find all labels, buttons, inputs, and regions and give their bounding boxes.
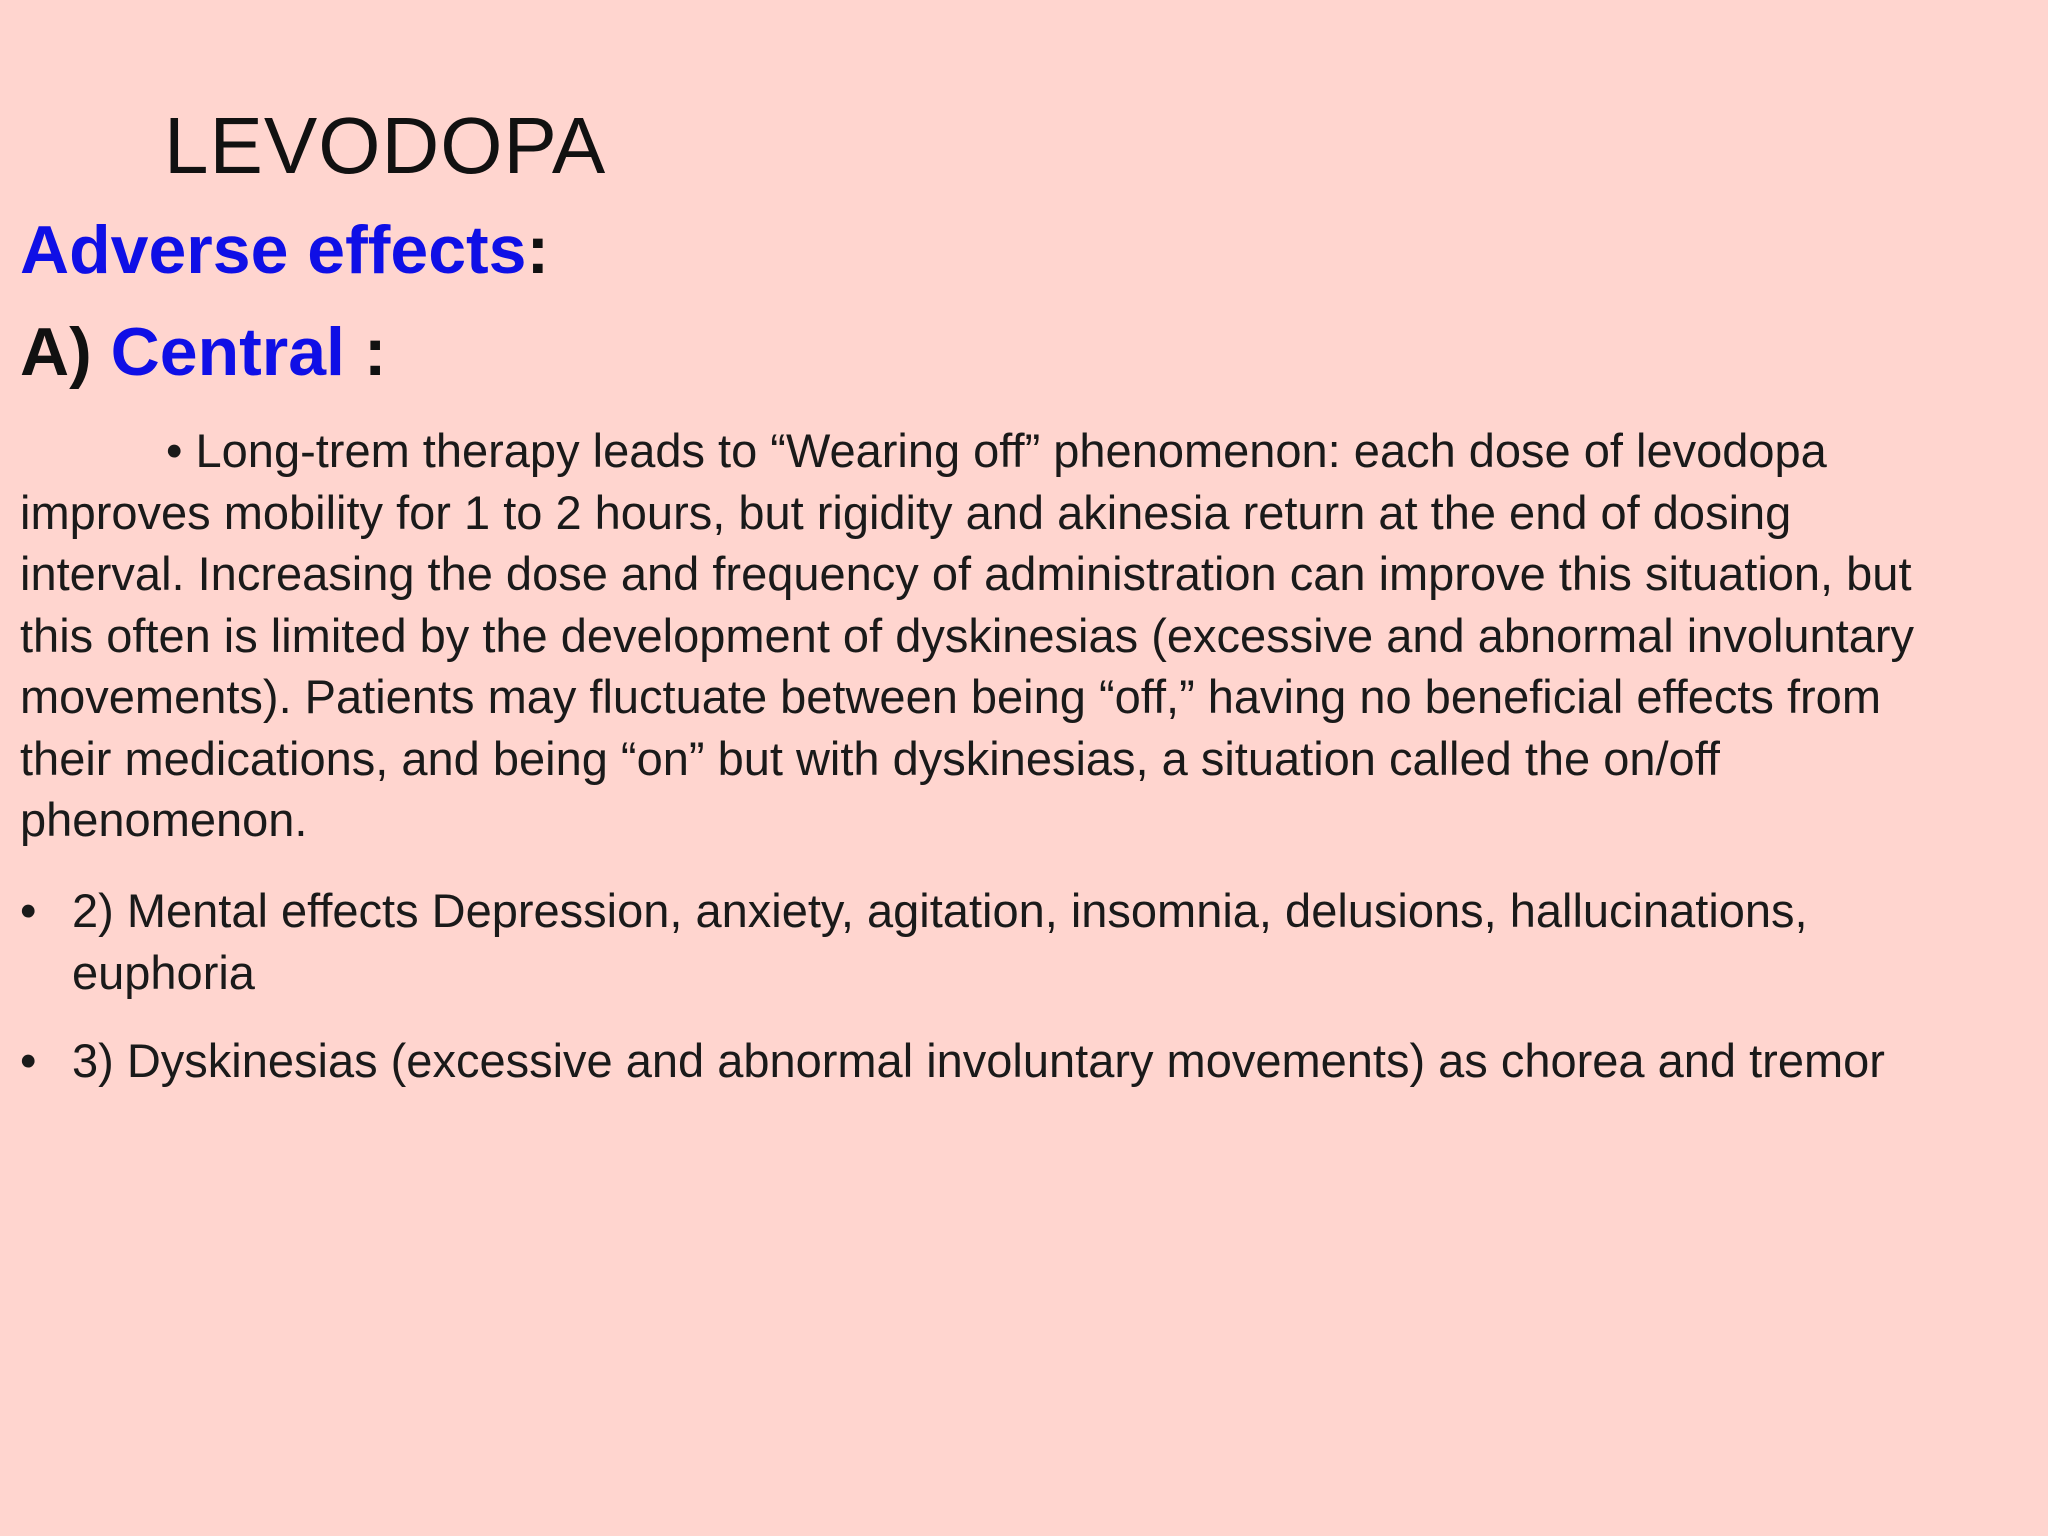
list-item-text: 3) Dyskinesias (excessive and abnormal involuntary movements) as chorea and tremor — [72, 1034, 1885, 1087]
central-label: Central — [110, 314, 345, 390]
list-item-text: 2) Mental effects Depression, anxiety, agitation, insomnia, delusions, hallucinations, euphoria — [72, 884, 1808, 999]
adverse-effects-list — [20, 880, 1920, 1119]
list-item-mental-effects — [20, 880, 1920, 1003]
central-heading — [20, 312, 387, 392]
adverse-effects-colon: : — [526, 212, 550, 288]
adverse-effects-heading — [20, 210, 549, 290]
central-colon: : — [363, 314, 387, 390]
central-prefix: A) — [20, 314, 92, 390]
paragraph-text: Long-trem therapy leads to “Wearing off” phenomenon: each dose of levodopa improves mobility for 1 to 2 hours, but rigidity and akinesia return at the end of dosing interval. Increasing the dose and frequency of administration can improve this situation, but this often is limited by the development of dyskinesias (excessive and abnormal involuntary movements). Patients may fluctuate between being “off,” having no beneficial effects from their medications, and being “on” but with dyskinesias, a situation called the on/off phenomenon. — [20, 424, 1915, 846]
bullet-dot: • — [20, 1034, 37, 1087]
wearing-off-paragraph — [20, 420, 1920, 851]
bullet-dot: • — [20, 884, 37, 937]
adverse-effects-label: Adverse effects — [20, 212, 527, 288]
paragraph-bullet: • — [166, 424, 183, 477]
list-item-dyskinesias — [20, 1030, 1920, 1092]
slide-title: LEVODOPA — [164, 101, 607, 190]
